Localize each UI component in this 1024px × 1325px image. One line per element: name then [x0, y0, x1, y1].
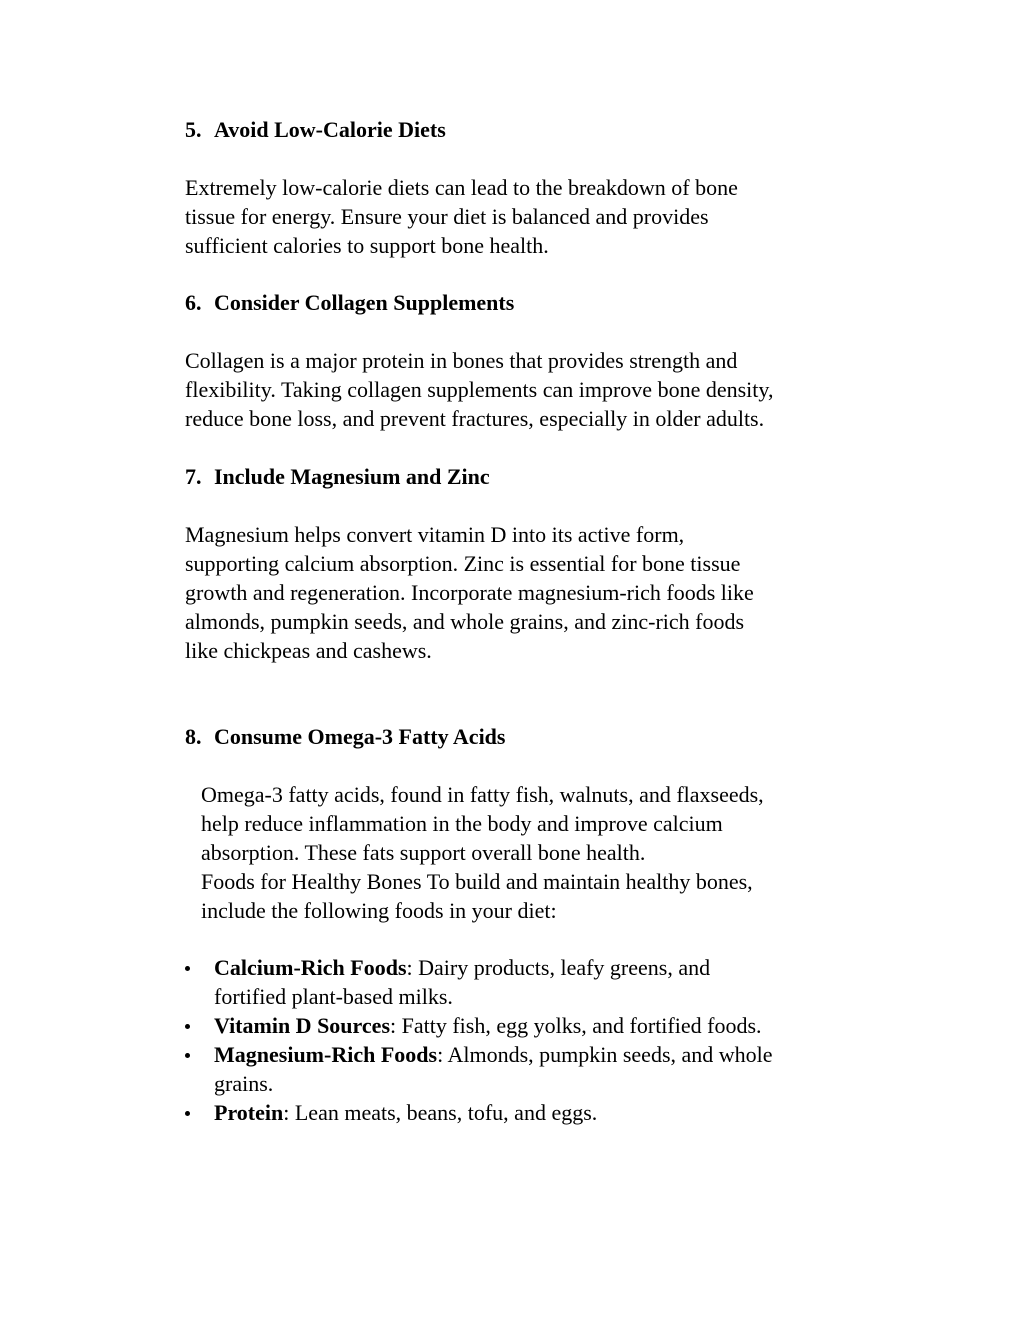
list-item-term: Vitamin D Sources — [214, 1013, 390, 1038]
bullet-icon — [185, 1111, 190, 1116]
section-8-paragraph — [201, 780, 764, 925]
paragraph-line: almonds, pumpkin seeds, and whole grains, and zinc-rich foods — [185, 609, 745, 634]
section-5-heading — [185, 115, 446, 144]
bullet-icon — [185, 1053, 190, 1058]
list-item — [185, 1011, 773, 1040]
bullet-icon — [185, 1024, 190, 1029]
section-title: Consider Collagen Supplements — [214, 290, 515, 315]
list-item — [185, 1040, 773, 1098]
paragraph-line: tissue for energy. Ensure your diet is balanced and provides — [185, 204, 709, 229]
section-number: 5. — [185, 117, 202, 142]
list-item-term: Magnesium-Rich Foods — [214, 1042, 438, 1067]
section-number: 8. — [185, 724, 202, 749]
paragraph-line: sufficient calories to support bone health. — [185, 233, 549, 258]
paragraph-line: Magnesium helps convert vitamin D into its active form, — [185, 522, 685, 547]
list-item-continuation: grains. — [214, 1071, 274, 1096]
list-item-text: : Dairy products, leafy greens, and — [406, 955, 711, 980]
list-item-term: Calcium-Rich Foods — [214, 955, 407, 980]
paragraph-line: growth and regeneration. Incorporate magnesium-rich foods like — [185, 580, 754, 605]
paragraph-line: help reduce inflammation in the body and improve calcium — [201, 811, 723, 836]
paragraph-line: Omega-3 fatty acids, found in fatty fish, walnuts, and flaxseeds, — [201, 782, 764, 807]
paragraph-line: Extremely low-calorie diets can lead to the breakdown of bone — [185, 175, 738, 200]
section-8-heading — [185, 722, 505, 751]
list-item — [185, 1098, 773, 1127]
paragraph-line: like chickpeas and cashews. — [185, 638, 432, 663]
section-7-heading — [185, 462, 490, 491]
section-6-heading — [185, 288, 514, 317]
list-item-term: Protein — [214, 1100, 284, 1125]
list-item-text: : Lean meats, beans, tofu, and eggs. — [283, 1100, 598, 1125]
section-title: Include Magnesium and Zinc — [214, 464, 490, 489]
bullet-icon — [185, 966, 190, 971]
section-title: Avoid Low-Calorie Diets — [214, 117, 446, 142]
section-6-paragraph — [185, 346, 773, 433]
paragraph-line: supporting calcium absorption. Zinc is essential for bone tissue — [185, 551, 741, 576]
paragraph-line: Foods for Healthy Bones To build and maintain healthy bones, — [201, 869, 753, 894]
section-7-paragraph — [185, 520, 754, 665]
section-number: 6. — [185, 290, 202, 315]
paragraph-line: Collagen is a major protein in bones that provides strength and — [185, 348, 738, 373]
paragraph-line: flexibility. Taking collagen supplements can improve bone density, — [185, 377, 774, 402]
list-item-continuation: fortified plant-based milks. — [214, 984, 453, 1009]
list-item-text: : Fatty fish, egg yolks, and fortified foods. — [390, 1013, 762, 1038]
paragraph-line: absorption. These fats support overall bone health. — [201, 840, 646, 865]
section-5-paragraph — [185, 173, 738, 260]
list-item-text: : Almonds, pumpkin seeds, and whole — [437, 1042, 773, 1067]
list-item — [185, 953, 773, 1011]
food-list — [185, 953, 773, 1127]
section-number: 7. — [185, 464, 202, 489]
paragraph-line: reduce bone loss, and prevent fractures, especially in older adults. — [185, 406, 765, 431]
paragraph-line: include the following foods in your diet: — [201, 898, 557, 923]
section-title: Consume Omega-3 Fatty Acids — [214, 724, 506, 749]
